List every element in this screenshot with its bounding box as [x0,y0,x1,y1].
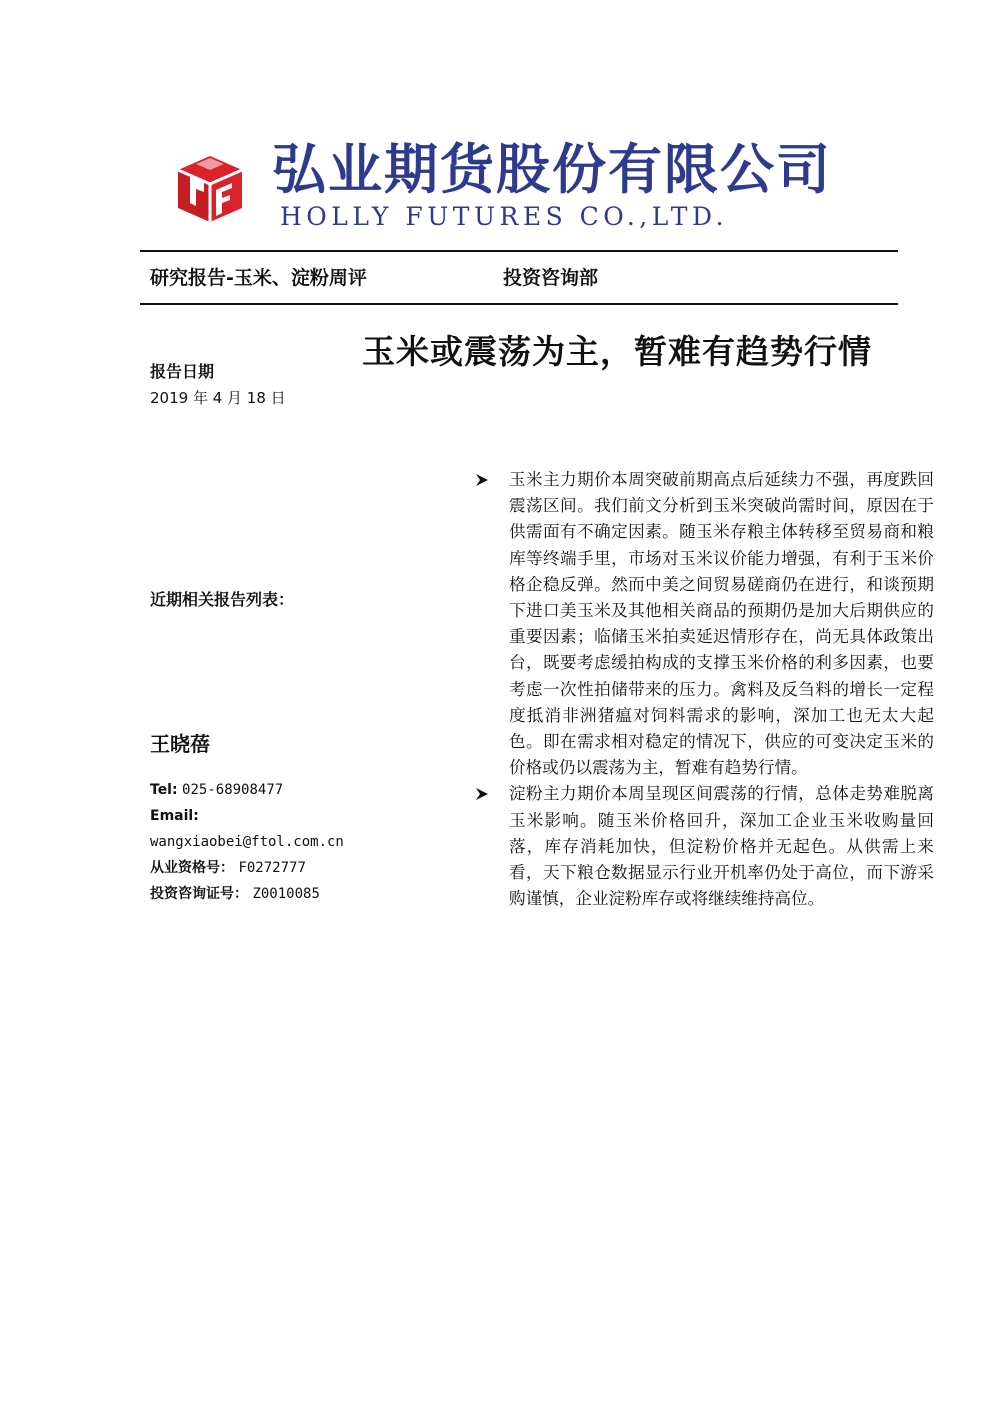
report-date-label: 报告日期 [150,362,215,381]
analyst-certificate [150,884,320,904]
tel-label: Tel: [150,782,178,798]
email-label: Email: [150,808,199,824]
report-category: 研究报告-玉米、淀粉周评 [150,267,367,289]
tel-value: 025-68908477 [182,782,284,798]
company-logo-icon [170,146,250,226]
arrow-bullet-icon [474,467,490,493]
analyst-name: 王晓蓓 [150,732,210,756]
summary-bullets [472,467,934,912]
header-top-rule [140,250,898,252]
report-date-value: 2019 年 4 月 18 日 [150,389,286,407]
qualification-label: 从业资格号： [150,860,234,876]
bullet-text: 淀粉主力期价本周呈现区间震荡的行情，总体走势难脱离玉米影响。随玉米价格回升，深加工企业玉米收购量回落，库存消耗加快，但淀粉价格并无起色。从供需上来看，天下粮仓数据显示行业开机率仍处于高位，而下游采购谨慎，企业淀粉库存或将继续维持高位。 [509,784,934,909]
certificate-label: 投资咨询证号： [150,886,248,902]
analyst-email-label-line [150,806,199,826]
summary-bullet-starch [472,781,934,912]
company-name-en: HOLLY FUTURES CO.,LTD. [280,202,729,231]
related-reports-label: 近期相关报告列表： [150,590,295,609]
analyst-tel [150,780,283,800]
summary-bullet-corn [472,467,934,781]
email-value: wangxiaobei@ftol.com.cn [150,834,344,850]
header-bottom-rule [140,303,898,305]
qualification-value: F0272777 [238,860,306,876]
analyst-email [150,832,344,852]
department-name: 投资咨询部 [503,267,599,289]
arrow-bullet-icon [474,781,490,807]
report-title: 玉米或震荡为主，暂难有趋势行情 [362,332,872,371]
company-name-cn: 弘业期货股份有限公司 [272,137,832,201]
certificate-value: Z0010085 [252,886,320,902]
bullet-text: 玉米主力期价本周突破前期高点后延续力不强，再度跌回震荡区间。我们前文分析到玉米突破尚需时间，原因在于供需面有不确定因素。随玉米存粮主体转移至贸易商和粮库等终端手里，市场对玉米议价能力增强，有利于玉米价格企稳反弹。然而中美之间贸易磋商仍在进行，和谈预期下进口美玉米及其他相关商品的预期仍是加大后期供应的重要因素；临储玉米拍卖延迟情形存在，尚无具体政策出台，既要考虑缓拍构成的支撑玉米价格的利多因素，也要考虑一次性拍储带来的压力。禽料及反刍料的增长一定程度抵消非洲猪瘟对饲料需求的影响，深加工也无太大起色。即在需求相对稳定的情况下，供应的可变决定玉米的价格或仍以震荡为主，暂难有趋势行情。 [509,470,934,778]
analyst-qualification [150,858,306,878]
